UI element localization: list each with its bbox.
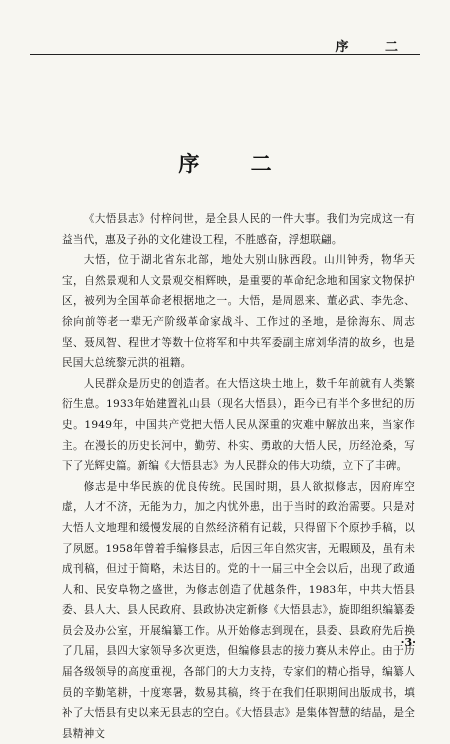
paragraph: 《大悟县志》付梓问世，是全县人民的一件大事。我们为完成这一有益当代，惠及子孙的文化建设工程，不胜感奋，浮想联翩。	[62, 213, 415, 246]
paragraph: 大悟，位于湖北省东北部，地处大别山脉西段。山川钟秀，物华天宝，自然景观和人文景观交相辉映，是重要的革命纪念地和国家文物保护区，被列为全国革命老根据地之一。大悟，是周恩来、董必武、李先念、徐向前等老一辈无产阶级革命家战斗、工作过的圣地，是徐海东、周志坚、聂凤智、程世才等数十位将军和中共军委副主席刘华清的故乡，也是民国大总统黎元洪的祖籍。	[62, 254, 415, 370]
running-header	[30, 38, 420, 55]
page-title: 序 二	[178, 151, 294, 176]
body-text	[62, 209, 415, 744]
page-number: ·3·	[400, 636, 416, 649]
running-header-title: 序 二	[335, 40, 414, 55]
paragraph: 修志是中华民族的优良传统。民国时期，县人欲拟修志，因府库空虚，人才不济，无能为力，加之内忧外患，出于当时的政治需要。只是对大悟人文地理和缓慢发展的自然经济稍有记载，只得留下个原抄手稿，以了夙愿。1958年曾着手编修县志，后因三年自然灾害，无暇顾及，虽有未成刊稿，但过于简略，未达目的。党的十一届三中全会以后，出现了政通人和、民安阜物之盛世，为修志创造了优越条件，1983年，中共大悟县委、县人大、县人民政府、县政协决定新修《大悟县志》，旋即组织编纂委员会及办公室，开展编纂工作。从开始修志到现在，县委、县政府先后换了几届，县四大家领导多次更迭，但编修县志的接力赛从未停止。由于历届各级领导的高度重视，各部门的大力支持，专家们的精心指导，编纂人员的辛勤笔耕，十度寒暑，数易其稿，终于在我们任职期间出版成书，填补了大悟县有史以来无县志的空白。《大悟县志》是集体智慧的结晶，是全县精神文	[62, 480, 415, 740]
paragraph: 人民群众是历史的创造者。在大悟这块土地上，数千年前就有人类繁衍生息。1933年始建置礼山县（现名大悟县），距今已有半个多世纪的历史。1949年，中国共产党把大悟人民从深重的灾难中解放出来，当家作主。在漫长的历史长河中，勤劳、朴实、勇敢的大悟人民，历经沧桑，写下了光辉史篇。新编《大悟县志》为人民群众的伟大功绩，立下了丰碑。	[62, 377, 415, 473]
